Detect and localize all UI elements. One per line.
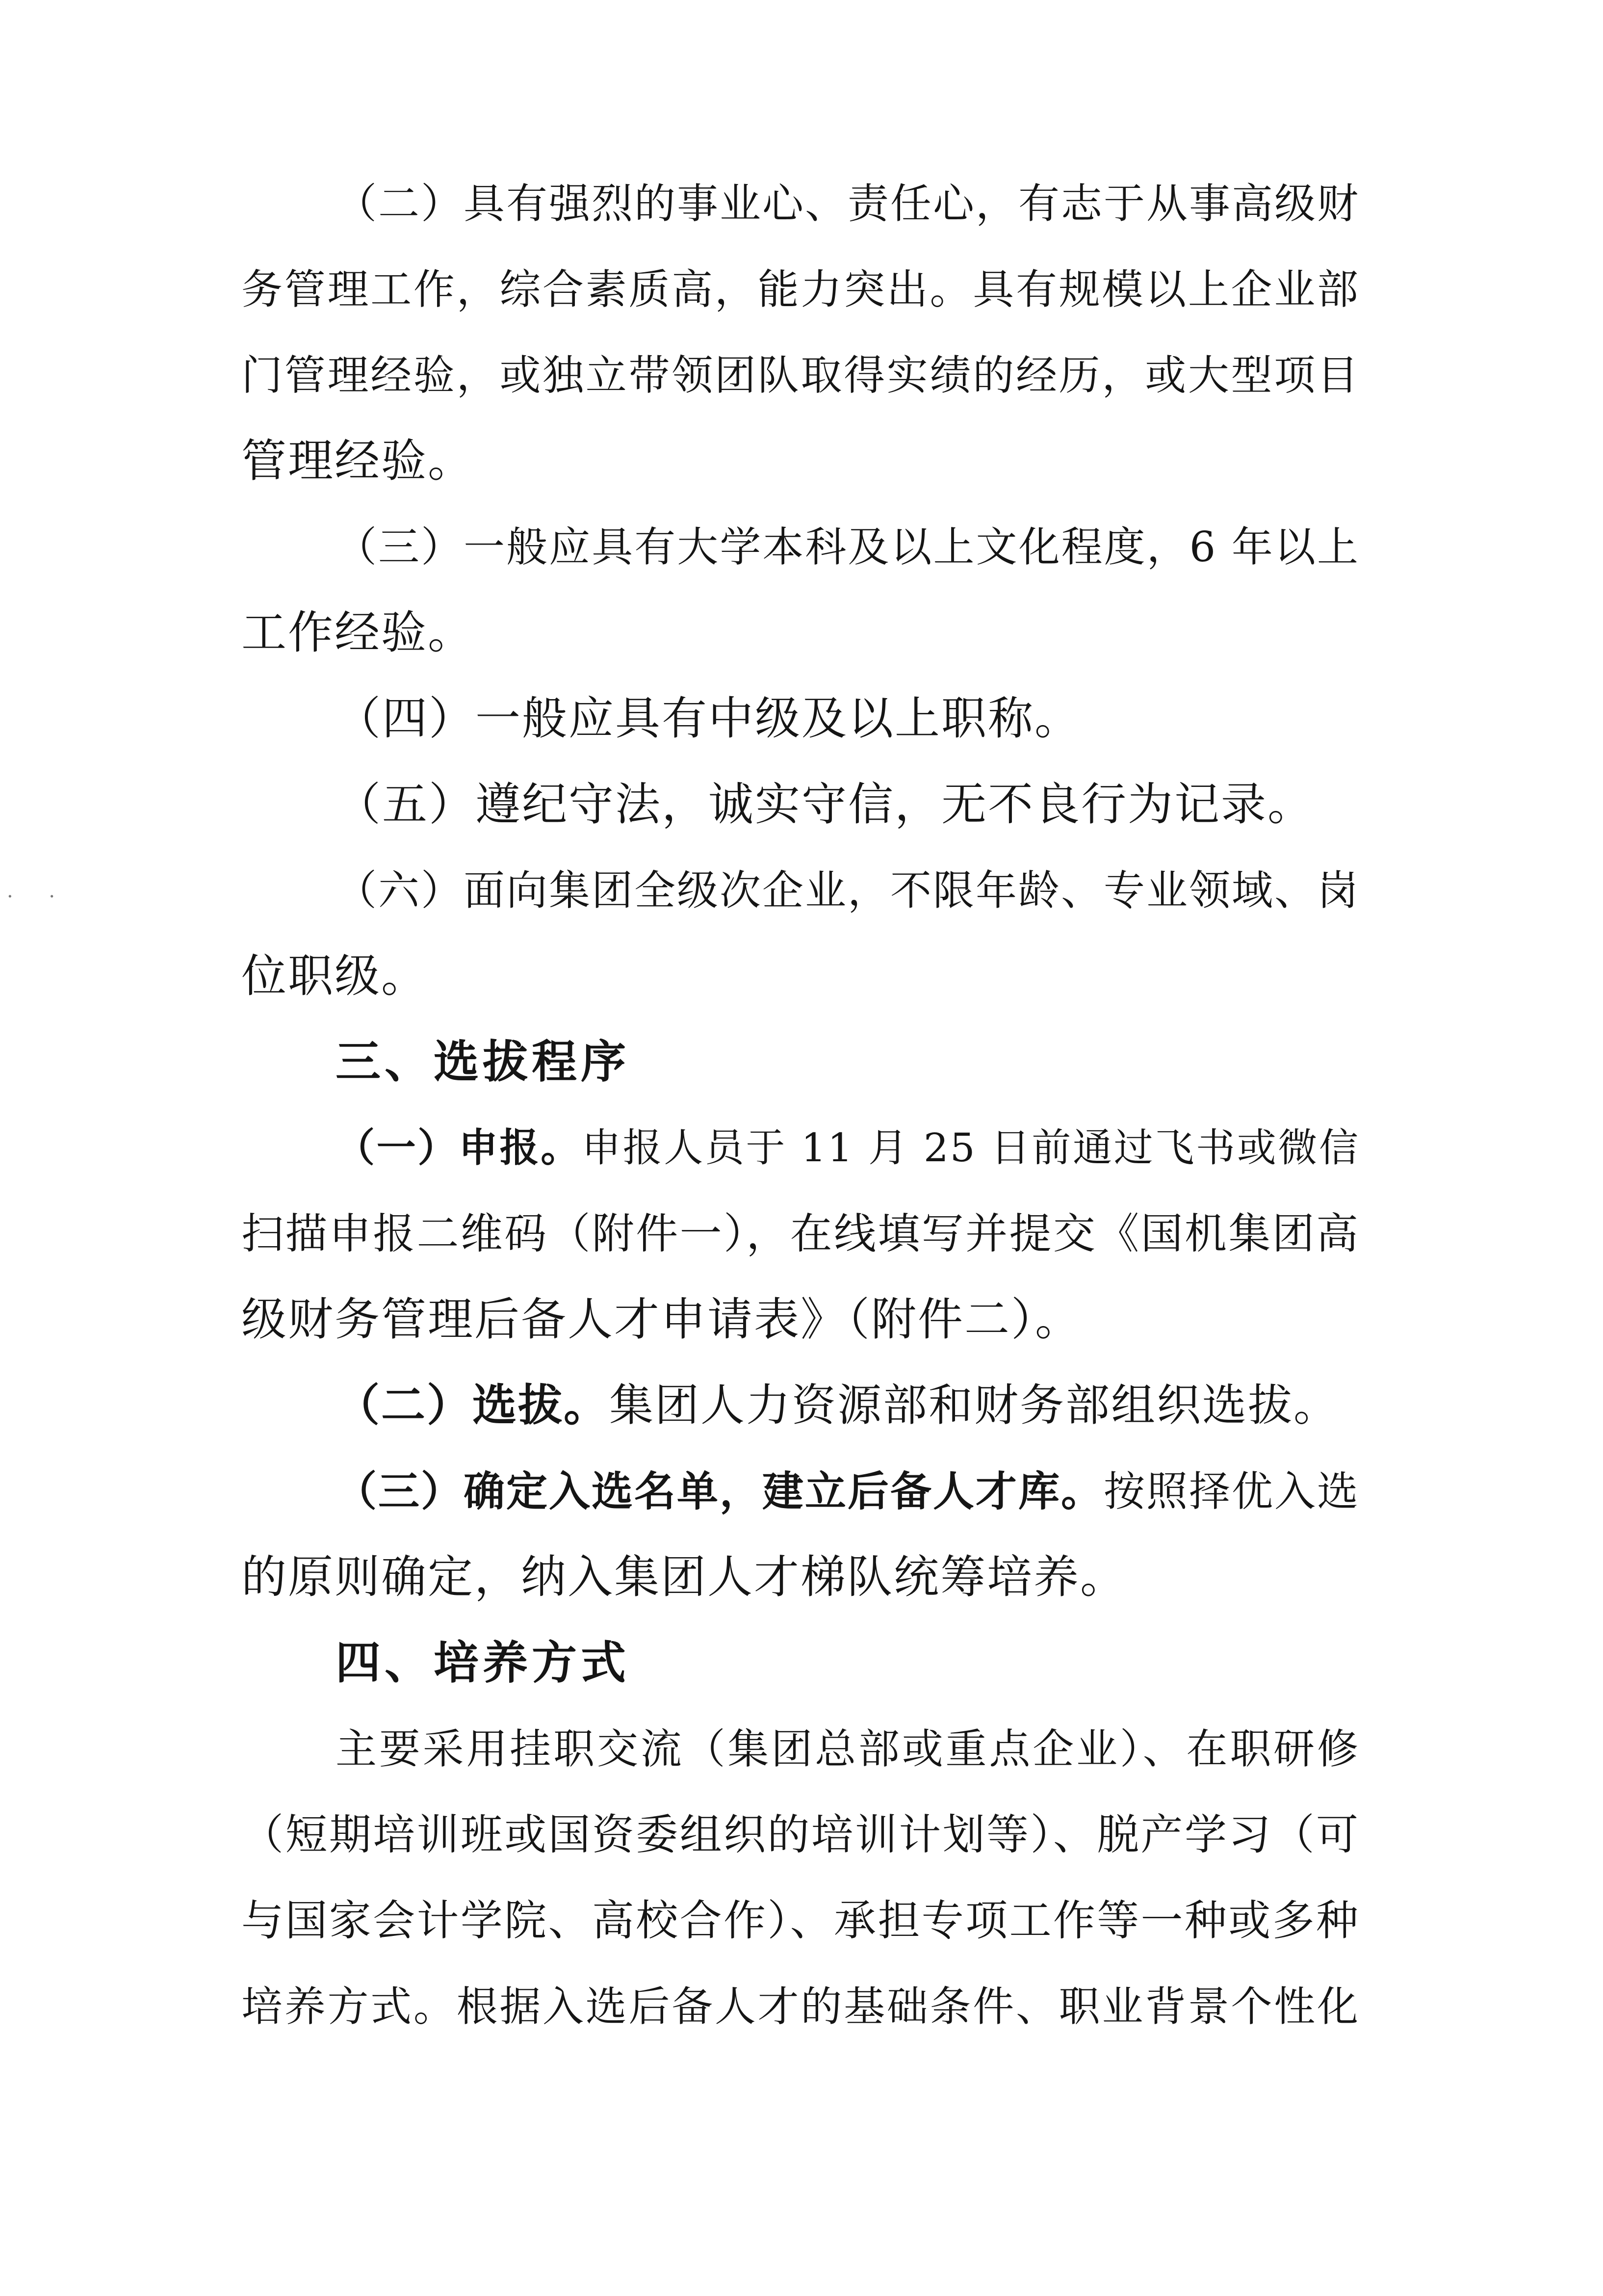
step-2-label: （二）选拔。	[336, 1380, 609, 1431]
section-4-line-2: （短期培训班或国资委组织的培训计划等）、脱产学习（可	[241, 1810, 1360, 1859]
margin-scan-marks: · ·	[7, 886, 70, 908]
item-6-line-2: 位职级。	[241, 950, 428, 1002]
section-3-heading: 三、选拔程序	[336, 1036, 630, 1088]
step-1-line-2: 扫描申报二维码（附件一），在线填写并提交《国机集团高	[241, 1209, 1360, 1258]
item-2-line-4: 管理经验。	[241, 435, 475, 487]
step-1-label: （一）申报。	[336, 1125, 582, 1171]
item-6-line-1: （六）面向集团全级次企业，不限年龄、专业领域、岗	[336, 866, 1360, 914]
step-2-text: 集团人力资源部和财务部组织选拔。	[609, 1380, 1339, 1431]
section-4-line-4: 培养方式。根据入选后备人才的基础条件、职业背景个性化	[241, 1983, 1360, 2031]
item-3-line-2: 工作经验。	[241, 606, 475, 659]
item-4: （四）一般应具有中级及以上职称。	[336, 692, 1082, 745]
item-2-line-1: （二）具有强烈的事业心、责任心，有志于从事高级财	[336, 180, 1360, 228]
item-5: （五）遵纪守法，诚实守信，无不良行为记录。	[336, 778, 1315, 831]
step-3-line-1	[336, 1462, 1360, 1521]
step-2-line-1	[336, 1376, 1360, 1435]
section-4-line-1: 主要采用挂职交流（集团总部或重点企业）、在职研修	[336, 1725, 1360, 1773]
step-3-line-2: 的原则确定，纳入集团人才梯队统筹培养。	[241, 1551, 1127, 1603]
step-1-line-3: 级财务管理后备人才申请表》（附件二）。	[241, 1293, 1082, 1346]
item-3-line-1: （三）一般应具有大学本科及以上文化程度，6 年以上	[336, 523, 1360, 571]
step-3-text: 按照择优入选	[1104, 1467, 1360, 1515]
step-3-label: （三）确定入选名单，建立后备人才库。	[336, 1467, 1104, 1515]
item-2-line-2: 务管理工作，综合素质高，能力突出。具有规模以上企业部	[241, 265, 1360, 313]
item-2-line-3: 门管理经验，或独立带领团队取得实绩的经历，或大型项目	[241, 351, 1360, 399]
section-4-heading: 四、培养方式	[336, 1637, 630, 1689]
step-1-line-1	[336, 1119, 1360, 1177]
step-1-text: 申报人员于 11 月 25 日前通过飞书或微信	[581, 1125, 1360, 1171]
section-4-line-3: 与国家会计学院、高校合作）、承担专项工作等一种或多种	[241, 1896, 1360, 1945]
